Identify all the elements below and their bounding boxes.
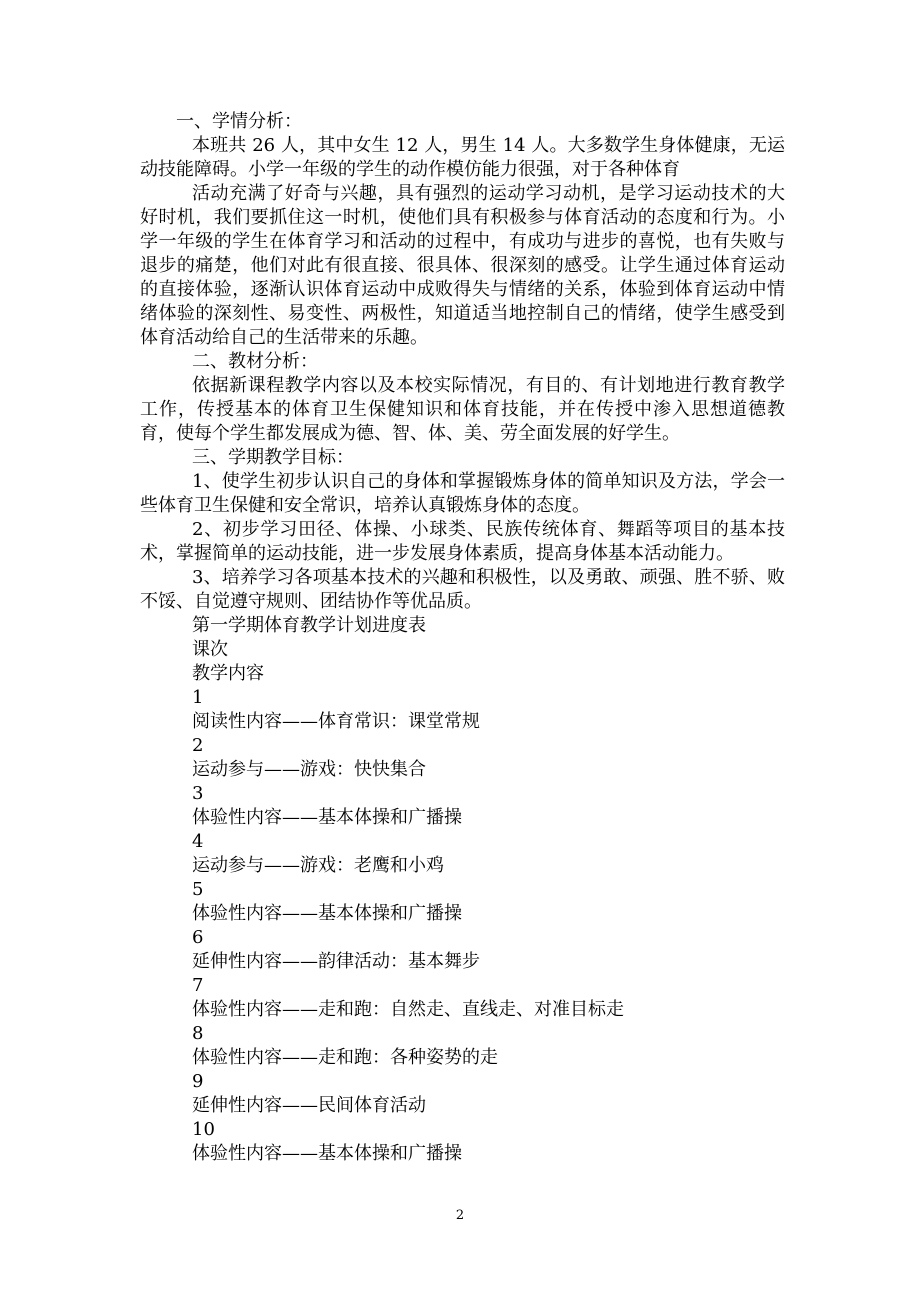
schedule-lesson-content: 体验性内容——基本体操和广播操 xyxy=(192,903,462,924)
section-heading-student-analysis: 一、学情分析： xyxy=(176,111,302,132)
schedule-title: 第一学期体育教学计划进度表 xyxy=(192,615,426,636)
schedule-lesson-content: 运动参与——游戏：老鹰和小鸡 xyxy=(192,855,444,876)
schedule-lesson-number: 1 xyxy=(192,687,204,708)
schedule-lesson-content: 体验性内容——走和跑：自然走、直线走、对准目标走 xyxy=(192,999,624,1020)
section-heading-material-analysis: 二、教材分析： xyxy=(192,351,318,372)
schedule-column-lesson: 课次 xyxy=(192,639,228,660)
schedule-lesson-content: 阅读性内容——体育常识：课堂常规 xyxy=(192,711,480,732)
goal-item-3: 3、培养学习各项基本技术的兴趣和积极性，以及勇敢、顽强、胜不骄、败不馁、自觉遵守规则、团结协作等优品质。 xyxy=(140,567,785,612)
schedule-lesson-number: 3 xyxy=(192,783,204,804)
paragraph-class-overview: 本班共 26 人，其中女生 12 人，男生 14 人。大多数学生身体健康，无运动技能障碍。小学一年级的学生的动作模仿能力很强，对于各种体育 xyxy=(140,135,785,180)
schedule-lesson-number: 2 xyxy=(192,735,204,756)
schedule-lesson-number: 6 xyxy=(192,927,204,948)
document-body xyxy=(140,110,785,1166)
schedule-lesson-content: 延伸性内容——韵律活动：基本舞步 xyxy=(192,951,480,972)
schedule-lesson-content: 延伸性内容——民间体育活动 xyxy=(192,1095,426,1116)
schedule-list xyxy=(140,686,785,1166)
schedule-lesson-number: 10 xyxy=(192,1119,215,1140)
schedule-lesson-number: 5 xyxy=(192,879,204,900)
goal-item-1: 1、使学生初步认识自己的身体和掌握锻炼身体的简单知识及方法，学会一些体育卫生保健和安全常识，培养认真锻炼身体的态度。 xyxy=(140,471,785,516)
schedule-lesson-content: 体验性内容——基本体操和广播操 xyxy=(192,1143,462,1164)
paragraph-material-analysis: 依据新课程教学内容以及本校实际情况，有目的、有计划地进行教育教学工作，传授基本的体育卫生保健知识和体育技能，并在传授中渗入思想道德教育，使每个学生都发展成为德、智、体、美、劳全面发展的好学生。 xyxy=(140,375,785,444)
schedule-column-content: 教学内容 xyxy=(192,663,264,684)
schedule-lesson-number: 7 xyxy=(192,975,204,996)
schedule-lesson-content: 运动参与——游戏：快快集合 xyxy=(192,759,426,780)
section-heading-semester-goals: 三、学期教学目标： xyxy=(192,447,354,468)
schedule-lesson-content: 体验性内容——走和跑：各种姿势的走 xyxy=(192,1047,498,1068)
schedule-lesson-number: 8 xyxy=(192,1023,204,1044)
page-number: 2 xyxy=(455,1208,465,1223)
schedule-lesson-content: 体验性内容——基本体操和广播操 xyxy=(192,807,462,828)
schedule-lesson-number: 4 xyxy=(192,831,204,852)
paragraph-student-characteristics: 活动充满了好奇与兴趣，具有强烈的运动学习动机，是学习运动技术的大好时机，我们要抓住这一时机，使他们具有积极参与体育活动的态度和行为。小学一年级的学生在体育学习和活动的过程中，有成功与进步的喜悦，也有失败与退步的痛楚，他们对此有很直接、很具体、很深刻的感受。让学生通过体育运动的直接体验，逐渐认识体育运动中成败得失与情绪的关系，体验到体育运动中情绪体验的深刻性、易变性、两极性，知道适当地控制自己的情绪，使学生感受到体育活动给自己的生活带来的乐趣。 xyxy=(140,183,785,348)
schedule-lesson-number: 9 xyxy=(192,1071,204,1092)
goal-item-2: 2、初步学习田径、体操、小球类、民族传统体育、舞蹈等项目的基本技术，掌握简单的运动技能，进一步发展身体素质，提高身体基本活动能力。 xyxy=(140,519,785,564)
